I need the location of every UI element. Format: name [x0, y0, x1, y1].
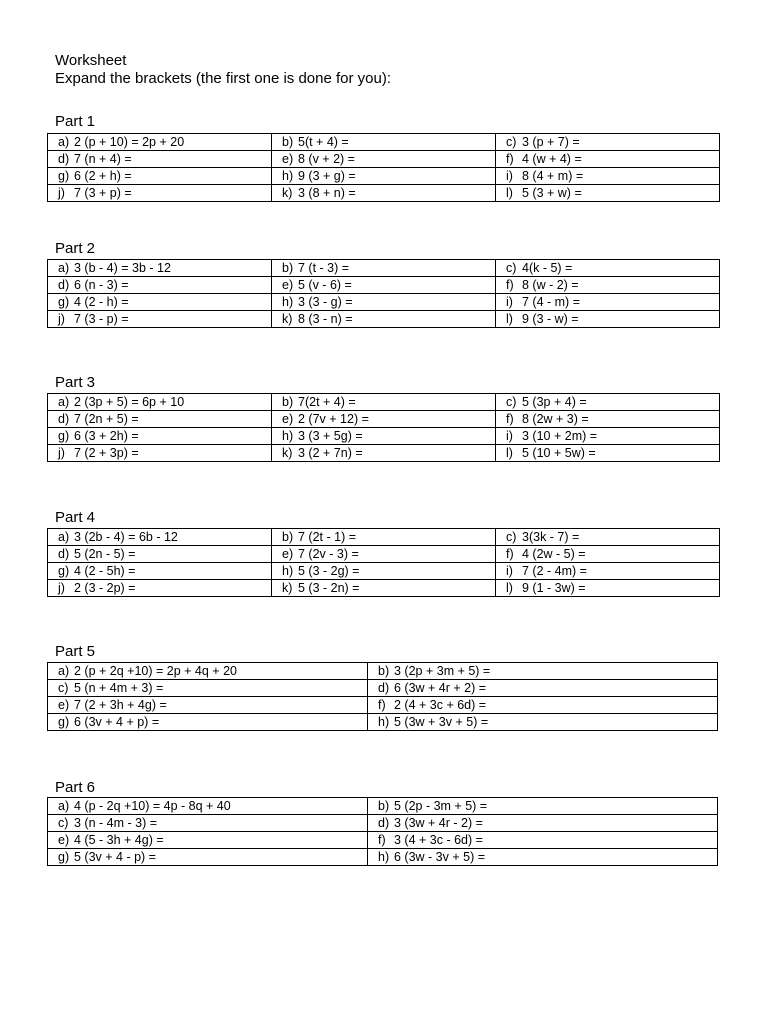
question-label: h): [378, 849, 390, 864]
question-expression: 3 (b - 4) = 3b - 12: [74, 260, 171, 275]
question-label: f): [506, 151, 514, 166]
table-row: [48, 134, 720, 151]
table-row: [48, 580, 720, 597]
question-cell: [48, 832, 368, 849]
question-expression: 6 (3w - 3v + 5) =: [394, 849, 486, 864]
question-cell: [272, 134, 496, 151]
question-label: a): [58, 394, 70, 409]
question-expression: 7 (n + 4) =: [74, 151, 132, 166]
table-row: [48, 563, 720, 580]
question-expression: 4 (w + 4) =: [522, 151, 582, 166]
question-expression: 3 (3w + 4r - 2) =: [394, 815, 483, 830]
question-expression: 7(2t + 4) =: [298, 394, 356, 409]
question-label: d): [58, 546, 70, 561]
part-4-title: Part 4: [55, 509, 96, 526]
question-label: a): [58, 663, 70, 678]
table-row: [48, 428, 720, 445]
question-cell: [496, 563, 720, 580]
question-expression: 6 (n - 3) =: [74, 277, 129, 292]
table-row: [48, 832, 718, 849]
question-expression: 9 (3 - w) =: [522, 311, 579, 326]
question-cell: [368, 697, 718, 714]
question-expression: 8 (4 + m) =: [522, 168, 584, 183]
part-3-title: Part 3: [55, 374, 96, 391]
question-label: g): [58, 168, 70, 183]
question-cell: [368, 714, 718, 731]
question-expression: 8 (w - 2) =: [522, 277, 579, 292]
question-cell: [496, 411, 720, 428]
question-label: c): [506, 260, 517, 275]
question-expression: 7 (3 + p) =: [74, 185, 132, 200]
question-expression: 2 (3 - 2p) =: [74, 580, 136, 595]
question-label: a): [58, 798, 70, 813]
question-label: d): [378, 815, 390, 830]
question-cell: [496, 546, 720, 563]
question-label: l): [506, 185, 513, 200]
part-5-title: Part 5: [55, 643, 96, 660]
question-expression: 3 (2b - 4) = 6b - 12: [74, 529, 178, 544]
question-cell: [272, 428, 496, 445]
question-expression: 7 (3 - p) =: [74, 311, 129, 326]
question-label: l): [506, 311, 513, 326]
question-expression: 7 (t - 3) =: [298, 260, 350, 275]
question-cell: [48, 151, 272, 168]
question-cell: [48, 680, 368, 697]
question-cell: [272, 260, 496, 277]
question-cell: [48, 714, 368, 731]
question-label: k): [282, 445, 293, 460]
worksheet-instruction: Expand the brackets (the first one is done for you):: [55, 70, 392, 87]
question-cell: [496, 151, 720, 168]
question-expression: 6 (3v + 4 + p) =: [74, 714, 160, 729]
question-expression: 5 (3w + 3v + 5) =: [394, 714, 489, 729]
question-expression: 3 (3 - g) =: [298, 294, 353, 309]
question-cell: [272, 185, 496, 202]
worksheet-title: Worksheet: [55, 52, 127, 69]
question-cell: [48, 428, 272, 445]
question-cell: [48, 563, 272, 580]
question-expression: 7 (2 + 3p) =: [74, 445, 139, 460]
table-row: [48, 714, 718, 731]
question-cell: [496, 580, 720, 597]
question-label: h): [282, 168, 294, 183]
question-label: b): [378, 663, 390, 678]
question-cell: [48, 798, 368, 815]
table-row: [48, 529, 720, 546]
question-expression: 8 (2w + 3) =: [522, 411, 589, 426]
question-cell: [272, 151, 496, 168]
question-expression: 5 (3v + 4 - p) =: [74, 849, 156, 864]
table-row: [48, 849, 718, 866]
question-label: b): [378, 798, 390, 813]
question-label: f): [506, 411, 514, 426]
table-row: [48, 294, 720, 311]
question-expression: 7 (2 + 3h + 4g) =: [74, 697, 167, 712]
part-2-title: Part 2: [55, 240, 96, 257]
question-expression: 3 (2p + 3m + 5) =: [394, 663, 491, 678]
question-expression: 3 (n - 4m - 3) =: [74, 815, 158, 830]
question-expression: 4 (p - 2q +10) = 4p - 8q + 40: [74, 798, 231, 813]
question-cell: [48, 185, 272, 202]
question-label: d): [58, 151, 70, 166]
question-expression: 6 (3w + 4r + 2) =: [394, 680, 487, 695]
question-expression: 3 (p + 7) =: [522, 134, 580, 149]
question-expression: 2 (4 + 3c + 6d) =: [394, 697, 487, 712]
question-expression: 4 (2 - h) =: [74, 294, 129, 309]
question-label: j): [58, 580, 65, 595]
question-expression: 9 (3 + g) =: [298, 168, 356, 183]
question-expression: 3(3k - 7) =: [522, 529, 580, 544]
question-label: b): [282, 394, 294, 409]
question-expression: 5 (2p - 3m + 5) =: [394, 798, 488, 813]
table-row: [48, 185, 720, 202]
table-row: [48, 168, 720, 185]
question-label: f): [506, 277, 514, 292]
question-cell: [496, 168, 720, 185]
question-cell: [48, 411, 272, 428]
question-cell: [272, 311, 496, 328]
table-row: [48, 445, 720, 462]
question-expression: 7 (2v - 3) =: [298, 546, 359, 561]
table-row: [48, 546, 720, 563]
question-cell: [496, 260, 720, 277]
part-6-table: [47, 797, 718, 866]
question-expression: 5 (3 + w) =: [522, 185, 582, 200]
question-label: i): [506, 168, 513, 183]
question-label: b): [282, 260, 294, 275]
question-cell: [48, 294, 272, 311]
question-cell: [48, 815, 368, 832]
table-row: [48, 815, 718, 832]
part-6-title: Part 6: [55, 779, 96, 796]
question-expression: 5 (3 - 2g) =: [298, 563, 360, 578]
table-row: [48, 277, 720, 294]
question-expression: 5 (n + 4m + 3) =: [74, 680, 164, 695]
question-cell: [48, 580, 272, 597]
part-3-table: [47, 393, 720, 462]
question-cell: [496, 185, 720, 202]
question-expression: 4 (2 - 5h) =: [74, 563, 136, 578]
question-label: d): [378, 680, 390, 695]
table-row: [48, 663, 718, 680]
question-cell: [48, 529, 272, 546]
question-cell: [272, 394, 496, 411]
table-row: [48, 260, 720, 277]
question-label: i): [506, 428, 513, 443]
question-label: f): [378, 697, 386, 712]
question-label: f): [506, 546, 514, 561]
question-label: i): [506, 563, 513, 578]
question-label: i): [506, 294, 513, 309]
table-row: [48, 798, 718, 815]
question-expression: 5 (3 - 2n) =: [298, 580, 360, 595]
question-label: h): [378, 714, 390, 729]
question-expression: 3 (4 + 3c - 6d) =: [394, 832, 483, 847]
question-cell: [48, 849, 368, 866]
question-cell: [272, 168, 496, 185]
question-expression: 4(k - 5) =: [522, 260, 573, 275]
question-cell: [368, 815, 718, 832]
question-label: k): [282, 580, 293, 595]
question-expression: 6 (3 + 2h) =: [74, 428, 139, 443]
question-cell: [272, 294, 496, 311]
question-expression: 2 (p + 10) = 2p + 20: [74, 134, 185, 149]
question-cell: [48, 168, 272, 185]
question-label: d): [58, 411, 70, 426]
question-cell: [496, 445, 720, 462]
question-label: g): [58, 714, 70, 729]
part-1-title: Part 1: [55, 113, 96, 130]
question-label: e): [58, 697, 70, 712]
question-expression: 2 (3p + 5) = 6p + 10: [74, 394, 185, 409]
part-5-table: [47, 662, 718, 731]
question-label: g): [58, 849, 70, 864]
part-2-table: [47, 259, 720, 328]
question-expression: 9 (1 - 3w) =: [522, 580, 586, 595]
question-cell: [368, 849, 718, 866]
question-expression: 8 (3 - n) =: [298, 311, 353, 326]
question-cell: [496, 311, 720, 328]
question-label: h): [282, 428, 294, 443]
question-expression: 5 (2n - 5) =: [74, 546, 136, 561]
question-expression: 7 (2n + 5) =: [74, 411, 139, 426]
question-label: a): [58, 134, 70, 149]
question-label: e): [58, 832, 70, 847]
question-label: h): [282, 294, 294, 309]
question-label: c): [58, 680, 69, 695]
question-label: j): [58, 311, 65, 326]
question-cell: [48, 394, 272, 411]
table-row: [48, 394, 720, 411]
question-cell: [272, 277, 496, 294]
question-cell: [496, 394, 720, 411]
question-label: k): [282, 185, 293, 200]
question-cell: [48, 546, 272, 563]
question-label: c): [506, 529, 517, 544]
question-cell: [272, 580, 496, 597]
question-cell: [272, 546, 496, 563]
question-expression: 3 (2 + 7n) =: [298, 445, 363, 460]
question-expression: 7 (2t - 1) =: [298, 529, 357, 544]
question-cell: [272, 563, 496, 580]
question-cell: [496, 134, 720, 151]
table-row: [48, 411, 720, 428]
question-label: g): [58, 563, 70, 578]
question-cell: [272, 445, 496, 462]
question-label: c): [506, 394, 517, 409]
question-label: e): [282, 546, 294, 561]
part-1-table: [47, 133, 720, 202]
question-expression: 2 (7v + 12) =: [298, 411, 369, 426]
question-cell: [48, 260, 272, 277]
question-cell: [368, 680, 718, 697]
question-label: l): [506, 445, 513, 460]
question-expression: 3 (8 + n) =: [298, 185, 356, 200]
question-cell: [496, 294, 720, 311]
question-label: g): [58, 428, 70, 443]
question-cell: [48, 663, 368, 680]
question-cell: [48, 445, 272, 462]
question-cell: [368, 798, 718, 815]
question-label: k): [282, 311, 293, 326]
question-expression: 4 (2w - 5) =: [522, 546, 586, 561]
question-label: b): [282, 134, 294, 149]
question-label: j): [58, 185, 65, 200]
question-expression: 5(t + 4) =: [298, 134, 349, 149]
question-cell: [48, 311, 272, 328]
question-expression: 5 (10 + 5w) =: [522, 445, 596, 460]
question-cell: [48, 697, 368, 714]
question-expression: 7 (2 - 4m) =: [522, 563, 587, 578]
question-expression: 7 (4 - m) =: [522, 294, 580, 309]
question-expression: 6 (2 + h) =: [74, 168, 132, 183]
question-expression: 3 (10 + 2m) =: [522, 428, 598, 443]
question-label: b): [282, 529, 294, 544]
question-cell: [48, 134, 272, 151]
question-label: d): [58, 277, 70, 292]
question-label: c): [58, 815, 69, 830]
question-expression: 8 (v + 2) =: [298, 151, 355, 166]
question-label: e): [282, 411, 294, 426]
question-label: e): [282, 151, 294, 166]
question-cell: [272, 411, 496, 428]
question-label: j): [58, 445, 65, 460]
question-label: a): [58, 260, 70, 275]
question-expression: 4 (5 - 3h + 4g) =: [74, 832, 164, 847]
part-4-table: [47, 528, 720, 597]
question-expression: 2 (p + 2q +10) = 2p + 4q + 20: [74, 663, 237, 678]
question-label: l): [506, 580, 513, 595]
question-label: g): [58, 294, 70, 309]
question-expression: 3 (3 + 5g) =: [298, 428, 363, 443]
table-row: [48, 311, 720, 328]
question-cell: [368, 832, 718, 849]
question-label: h): [282, 563, 294, 578]
question-cell: [272, 529, 496, 546]
question-label: a): [58, 529, 70, 544]
table-row: [48, 151, 720, 168]
table-row: [48, 697, 718, 714]
question-label: e): [282, 277, 294, 292]
question-label: f): [378, 832, 386, 847]
question-label: c): [506, 134, 517, 149]
question-cell: [496, 428, 720, 445]
question-expression: 5 (3p + 4) =: [522, 394, 587, 409]
question-cell: [48, 277, 272, 294]
question-cell: [496, 529, 720, 546]
question-expression: 5 (v - 6) =: [298, 277, 352, 292]
table-row: [48, 680, 718, 697]
question-cell: [368, 663, 718, 680]
question-cell: [496, 277, 720, 294]
